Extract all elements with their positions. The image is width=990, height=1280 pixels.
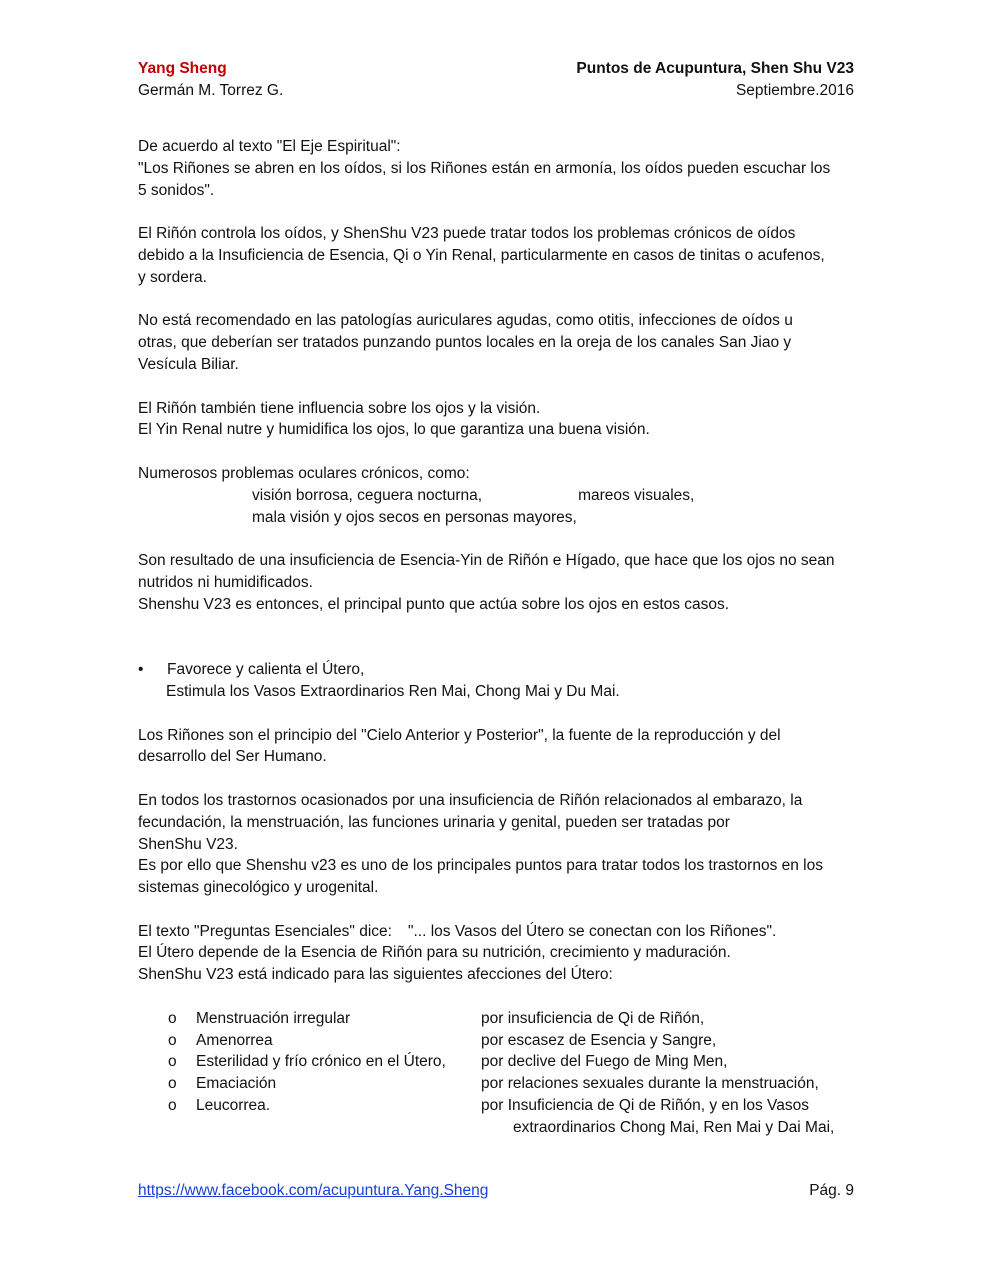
text-line: 5 sonidos". [138, 181, 215, 199]
document-title: Puntos de Acupuntura, Shen Shu V23 [576, 60, 854, 77]
list-mark: o [168, 1075, 177, 1093]
facebook-link[interactable]: https://www.facebook.com/acupuntura.Yang.Sheng [138, 1182, 489, 1199]
text-line: Los Riñones son el principio del "Cielo Anterior y Posterior", la fuente de la reproducción y del [138, 726, 781, 744]
eye-problem-item: mareos visuales, [578, 486, 695, 504]
condition-row [138, 1008, 858, 1030]
condition-cause: por Insuficiencia de Qi de Riñón, y en los Vasos [481, 1097, 809, 1115]
condition-row [138, 1073, 858, 1095]
bullet-mark: • [138, 661, 144, 679]
author-name: Germán M. Torrez G. [138, 82, 284, 99]
bullet-continuation [138, 681, 858, 703]
quote-line [138, 921, 858, 943]
bullet-text: Estimula los Vasos Extraordinarios Ren Mai, Chong Mai y Du Mai. [166, 682, 620, 700]
bullet-text: Favorece y calienta el Útero, [167, 661, 365, 679]
eye-problem-item: visión borrosa, ceguera nocturna, [252, 486, 483, 504]
eye-problems-line [138, 485, 858, 507]
page-footer [138, 1180, 854, 1202]
text-line: En todos los trastornos ocasionados por una insuficiencia de Riñón relacionados al embarazo, la [138, 791, 803, 809]
text-line: Numerosos problemas oculares crónicos, como: [138, 464, 470, 482]
condition-name: Emaciación [196, 1075, 277, 1093]
condition-name: Leucorrea. [196, 1097, 271, 1115]
condition-name: Menstruación irregular [196, 1009, 351, 1027]
text-line: El Útero depende de la Esencia de Riñón para su nutrición, crecimiento y maduración. [138, 944, 731, 962]
text-line: fecundación, la menstruación, las funciones urinaria y genital, pueden ser tratadas por [138, 813, 730, 831]
text-line: ShenShu V23. [138, 835, 238, 853]
condition-row [138, 1051, 858, 1073]
text-line: El Riñón controla los oídos, y ShenShu V23 puede tratar todos los problemas crónicos de oídos [138, 225, 796, 243]
condition-cause-continuation: extraordinarios Chong Mai, Ren Mai y Dai Mai, [513, 1118, 835, 1136]
list-mark: o [168, 1097, 177, 1115]
text-line: No está recomendado en las patologías auriculares agudas, como otitis, infecciones de oídos u [138, 312, 793, 330]
condition-name: Amenorrea [196, 1031, 273, 1049]
text-line: Son resultado de una insuficiencia de Esencia-Yin de Riñón e Hígado, que hace que los ojos no sean [138, 552, 835, 570]
condition-cause: por insuficiencia de Qi de Riñón, [481, 1009, 705, 1027]
text-line: otras, que deberían ser tratados punzando puntos locales en la oreja de los canales San Jiao y [138, 334, 792, 352]
condition-cause: por declive del Fuego de Ming Men, [481, 1053, 728, 1071]
list-mark: o [168, 1053, 177, 1071]
condition-name: Esterilidad y frío crónico en el Útero, [196, 1053, 446, 1071]
condition-row [138, 1095, 858, 1117]
text-line: ShenShu V23 está indicado para las siguientes afecciones del Útero: [138, 966, 613, 984]
text-line: Es por ello que Shenshu v23 es uno de los principales puntos para tratar todos los trastornos en los [138, 857, 823, 875]
document-date: Septiembre.2016 [735, 82, 854, 99]
quote-source: El texto "Preguntas Esenciales" dice: [138, 922, 392, 940]
page-header [138, 58, 854, 102]
text-line: debido a la Insuficiencia de Esencia, Qi o Yin Renal, particularmente en casos de tinitas o acufenos, [138, 246, 825, 264]
condition-cause: por relaciones sexuales durante la menstruación, [481, 1075, 819, 1093]
conditions-list [138, 1008, 858, 1117]
bullet-item [138, 659, 858, 681]
document-body [138, 136, 858, 1139]
text-line: "Los Riñones se abren en los oídos, si los Riñones están en armonía, los oídos pueden escuchar los [138, 159, 831, 177]
page-number: Pág. 9 [809, 1182, 854, 1199]
text-line: desarrollo del Ser Humano. [138, 748, 327, 766]
header-row-bottom [138, 80, 854, 102]
brand-title: Yang Sheng [138, 60, 227, 77]
text-line: Vesícula Biliar. [138, 355, 239, 373]
text-line: Shenshu V23 es entonces, el principal punto que actúa sobre los ojos en estos casos. [138, 595, 730, 613]
text-line: El Riñón también tiene influencia sobre los ojos y la visión. [138, 399, 541, 417]
header-row-top [138, 58, 854, 80]
text-line: De acuerdo al texto "El Eje Espiritual": [138, 138, 401, 155]
text-line: nutridos ni humidificados. [138, 573, 313, 591]
text-line: El Yin Renal nutre y humidifica los ojos, lo que garantiza una buena visión. [138, 421, 650, 439]
text-line: sistemas ginecológico y urogenital. [138, 879, 379, 897]
text-line: y sordera. [138, 268, 207, 286]
list-mark: o [168, 1009, 177, 1027]
condition-row [138, 1030, 858, 1052]
list-mark: o [168, 1031, 177, 1049]
eye-problem-item: mala visión y ojos secos en personas mayores, [252, 508, 577, 526]
condition-cause: por escasez de Esencia y Sangre, [481, 1031, 717, 1049]
quote-text: "... los Vasos del Útero se conectan con los Riñones". [407, 922, 777, 940]
